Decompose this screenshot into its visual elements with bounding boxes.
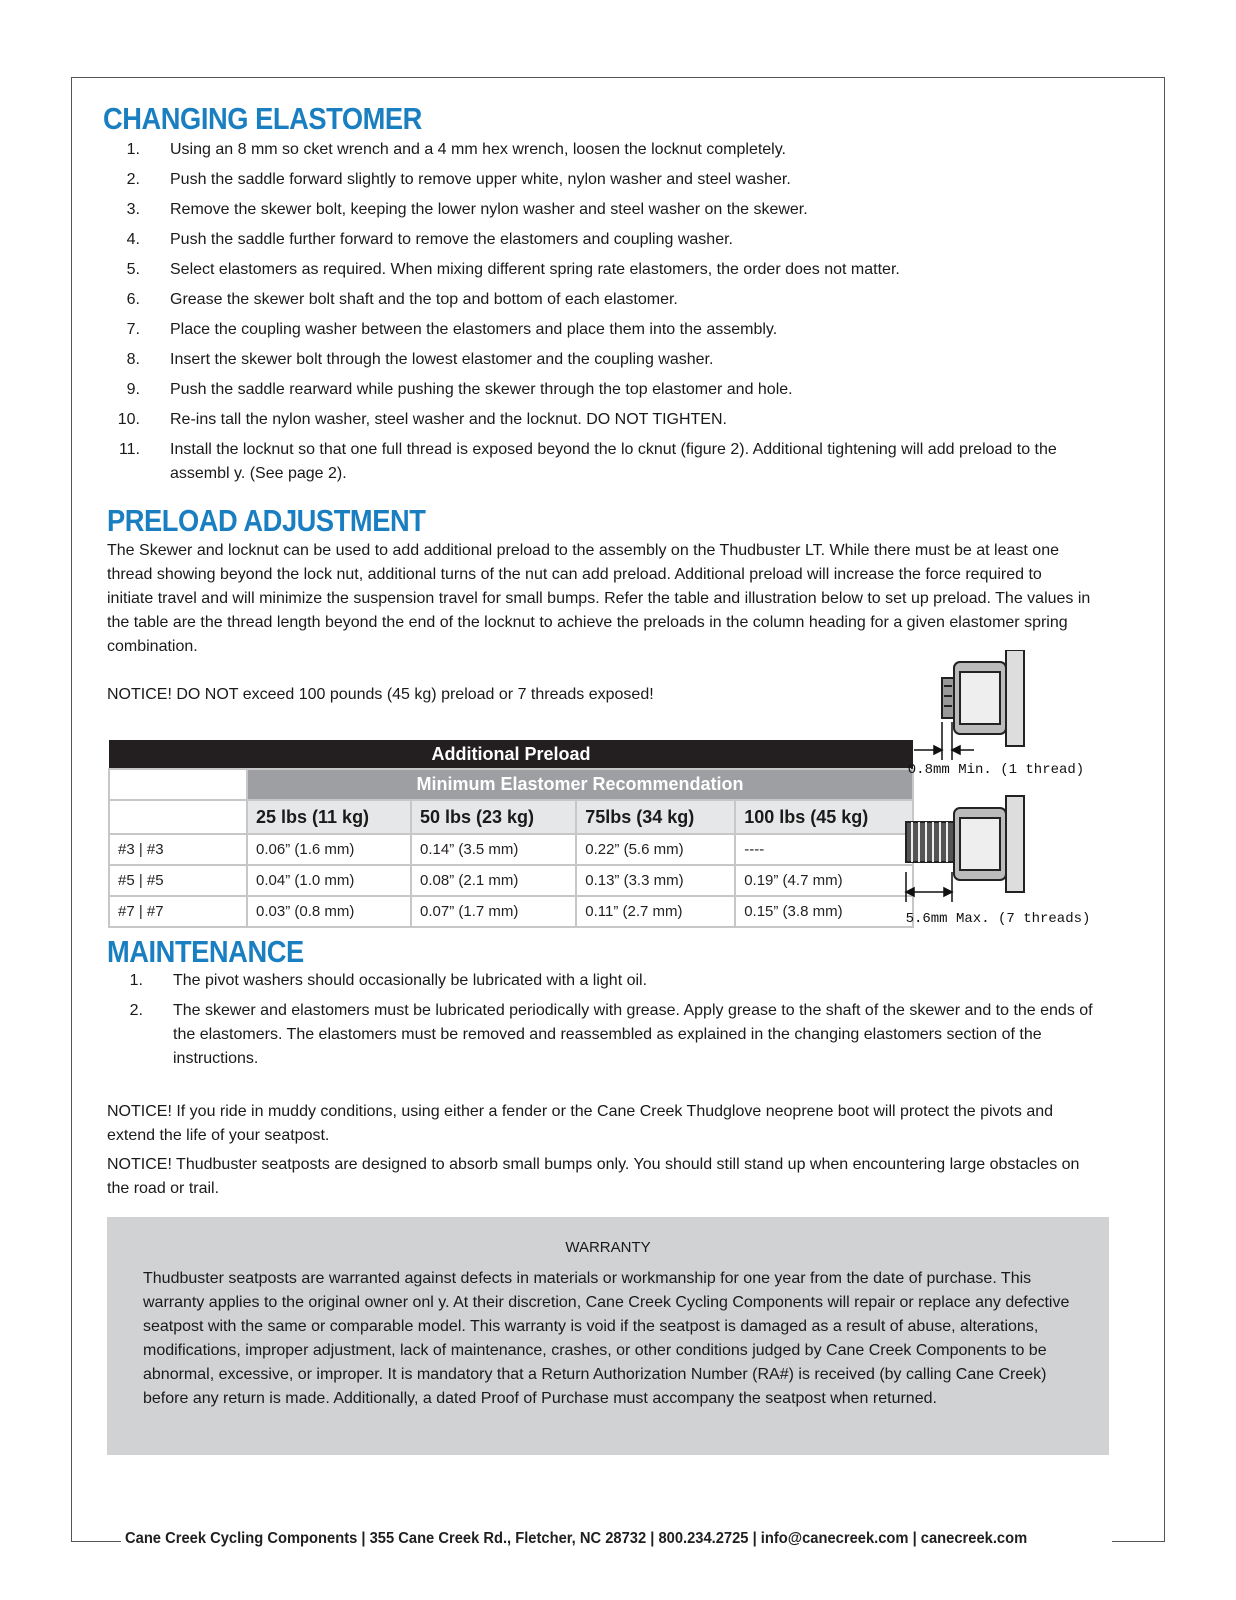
list-item <box>100 435 1090 489</box>
list-item-text: Push the saddle forward slightly to remove upper white, nylon washer and steel washer. <box>170 171 791 188</box>
table-cell: 0.15” (3.8 mm) <box>735 896 913 927</box>
table-cell: 0.06” (1.6 mm) <box>247 834 411 865</box>
list-item <box>100 165 1090 195</box>
list-item <box>100 285 1090 315</box>
preload-table-subtitle: Minimum Elastomer Recommendation <box>247 769 913 800</box>
list-item-text: Insert the skewer bolt through the lowest elastomer and the coupling washer. <box>170 351 714 368</box>
list-item <box>103 996 1093 1074</box>
list-item-number: 8. <box>126 351 140 368</box>
warranty-box <box>107 1217 1109 1455</box>
max-thread-label: 5.6mm Max. (7 threads) <box>905 911 1091 927</box>
maintenance-heading: MAINTENANCE <box>107 934 304 969</box>
list-item <box>100 375 1090 405</box>
table-cell: 0.14” (3.5 mm) <box>411 834 576 865</box>
table-row <box>109 896 913 927</box>
list-item-number: 10. <box>117 411 140 428</box>
list-item <box>100 405 1090 435</box>
column-header: 75lbs (34 kg) <box>576 800 735 834</box>
list-item-number: 1. <box>126 141 140 158</box>
list-item-text: Remove the skewer bolt, keeping the lower nylon washer and steel washer on the skewer. <box>170 201 808 218</box>
list-item-number: 5. <box>126 261 140 278</box>
column-header: 50 lbs (23 kg) <box>411 800 576 834</box>
list-item-text: Install the locknut so that one full thread is exposed beyond the lo cknut (figure 2). Additional tightening will add preload to the assembl y. (See page 2). <box>170 441 1057 482</box>
list-item-number: 11. <box>118 441 140 458</box>
table-cell: 0.13” (3.3 mm) <box>576 865 735 896</box>
list-item-number: 6. <box>126 291 140 308</box>
table-cell: 0.03” (0.8 mm) <box>247 896 411 927</box>
list-item <box>100 315 1090 345</box>
changing-steps-list <box>100 135 1090 489</box>
preload-body: The Skewer and locknut can be used to add additional preload to the assembly on the Thudbuster LT. While there must be at least one thread showing beyond the lock nut, additional turns of the nut can add preload. Additional preload will increase the force required to initiate travel and will minimize the suspension travel for small bumps. Refer the table and illustration below to set up preload. The values in the table are the thread length beyond the end of the locknut to achieve the preloads in the column heading for a given elastomer spring combination. <box>107 542 1091 655</box>
locknut-thread-diagram <box>896 650 1096 950</box>
table-row <box>109 834 913 865</box>
list-item-text: Using an 8 mm so cket wrench and a 4 mm hex wrench, loosen the locknut completely. <box>170 141 786 158</box>
list-item-number: 1. <box>129 972 143 989</box>
preload-table-corner <box>109 800 247 834</box>
preload-table-title: Additional Preload <box>109 740 913 769</box>
list-item-number: 2. <box>129 1002 143 1019</box>
warranty-title: WARRANTY <box>565 1239 651 1256</box>
table-cell: 0.04” (1.0 mm) <box>247 865 411 896</box>
preload-table <box>108 740 914 928</box>
list-item <box>100 225 1090 255</box>
column-header: 100 lbs (45 kg) <box>735 800 913 834</box>
list-item-text: Place the coupling washer between the elastomers and place them into the assembly. <box>170 321 778 338</box>
changing-elastomer-heading: CHANGING ELASTOMER <box>103 101 422 136</box>
footer-contact: Cane Creek Cycling Components | 355 Cane Creek Rd., Fletcher, NC 28732 | 800.234.2725 | info@canecreek.com | canecreek.com <box>125 1530 1028 1547</box>
list-item-number: 9. <box>126 381 140 398</box>
table-cell: 0.07” (1.7 mm) <box>411 896 576 927</box>
min-thread-label: 0.8mm Min. (1 thread) <box>907 762 1085 778</box>
list-item-text: The skewer and elastomers must be lubricated periodically with grease. Apply grease to the shaft of the skewer and to the ends of the elastomers. The elastomers must be removed and reassembled as explained in the changing elastomers section of the instructions. <box>173 1002 1093 1067</box>
list-item-text: Push the saddle rearward while pushing the skewer through the top elastomer and hole. <box>170 381 793 398</box>
frame-rule-right <box>1112 1541 1165 1542</box>
list-item-text: Re-ins tall the nylon washer, steel washer and the locknut. DO NOT TIGHTEN. <box>170 411 727 428</box>
list-item-number: 2. <box>126 171 140 188</box>
warranty-body: Thudbuster seatposts are warranted against defects in materials or workmanship for one year from the date of purchase. This warranty applies to the original owner onl y. At their discretion, Cane Creek Cycling Components will repair or replace any defective seatpost with the same or comparable model. This warranty is void if the seatpost is damaged as a result of abuse, alterations, modifications, improper adjustment, lack of maintenance, crashes, or other conditions judged by Cane Creek Components to be abnormal, excessive, or improper. It is mandatory that a Return Authorization Number (RA#) is received (by calling Cane Creek) before any return is made. Additionally, a dated Proof of Purchase must accompany the seatpost when returned. <box>143 1270 1070 1407</box>
column-header: 25 lbs (11 kg) <box>247 800 411 834</box>
list-item-number: 4. <box>126 231 140 248</box>
preload-heading: PRELOAD ADJUSTMENT <box>107 503 426 538</box>
list-item <box>100 345 1090 375</box>
muddy-notice: NOTICE! If you ride in muddy conditions, using either a fender or the Cane Creek Thudglove neoprene boot will protect the pivots and extend the life of your seatpost. <box>107 1103 1054 1144</box>
list-item-text: Select elastomers as required. When mixing different spring rate elastomers, the order does not matter. <box>170 261 900 278</box>
list-item <box>100 255 1090 285</box>
row-label: #7 | #7 <box>109 896 247 927</box>
table-cell: ---- <box>735 834 913 865</box>
list-item-text: Grease the skewer bolt shaft and the top and bottom of each elastomer. <box>170 291 678 308</box>
list-item-number: 7. <box>126 321 140 338</box>
list-item-number: 3. <box>126 201 140 218</box>
list-item-text: The pivot washers should occasionally be lubricated with a light oil. <box>173 972 648 989</box>
locknut-max-illustration <box>906 796 1024 892</box>
row-label: #5 | #5 <box>109 865 247 896</box>
table-cell: 0.08” (2.1 mm) <box>411 865 576 896</box>
table-cell: 0.22” (5.6 mm) <box>576 834 735 865</box>
row-label: #3 | #3 <box>109 834 247 865</box>
frame-rule-left <box>71 1541 121 1542</box>
max-dimension-arrows <box>906 872 952 902</box>
list-item <box>100 135 1090 165</box>
maintenance-steps-list <box>103 966 1093 1074</box>
preload-notice: NOTICE! DO NOT exceed 100 pounds (45 kg) preload or 7 threads exposed! <box>107 686 654 703</box>
bumps-notice: NOTICE! Thudbuster seatposts are designed to absorb small bumps only. You should still stand up when encountering large obstacles on the road or trail. <box>107 1156 1080 1197</box>
list-item-text: Push the saddle further forward to remove the elastomers and coupling washer. <box>170 231 733 248</box>
table-cell: 0.19” (4.7 mm) <box>735 865 913 896</box>
preload-table-blank <box>109 769 247 800</box>
table-cell: 0.11” (2.7 mm) <box>576 896 735 927</box>
table-row <box>109 865 913 896</box>
locknut-min-illustration <box>942 650 1024 746</box>
list-item <box>100 195 1090 225</box>
list-item <box>103 966 1093 996</box>
